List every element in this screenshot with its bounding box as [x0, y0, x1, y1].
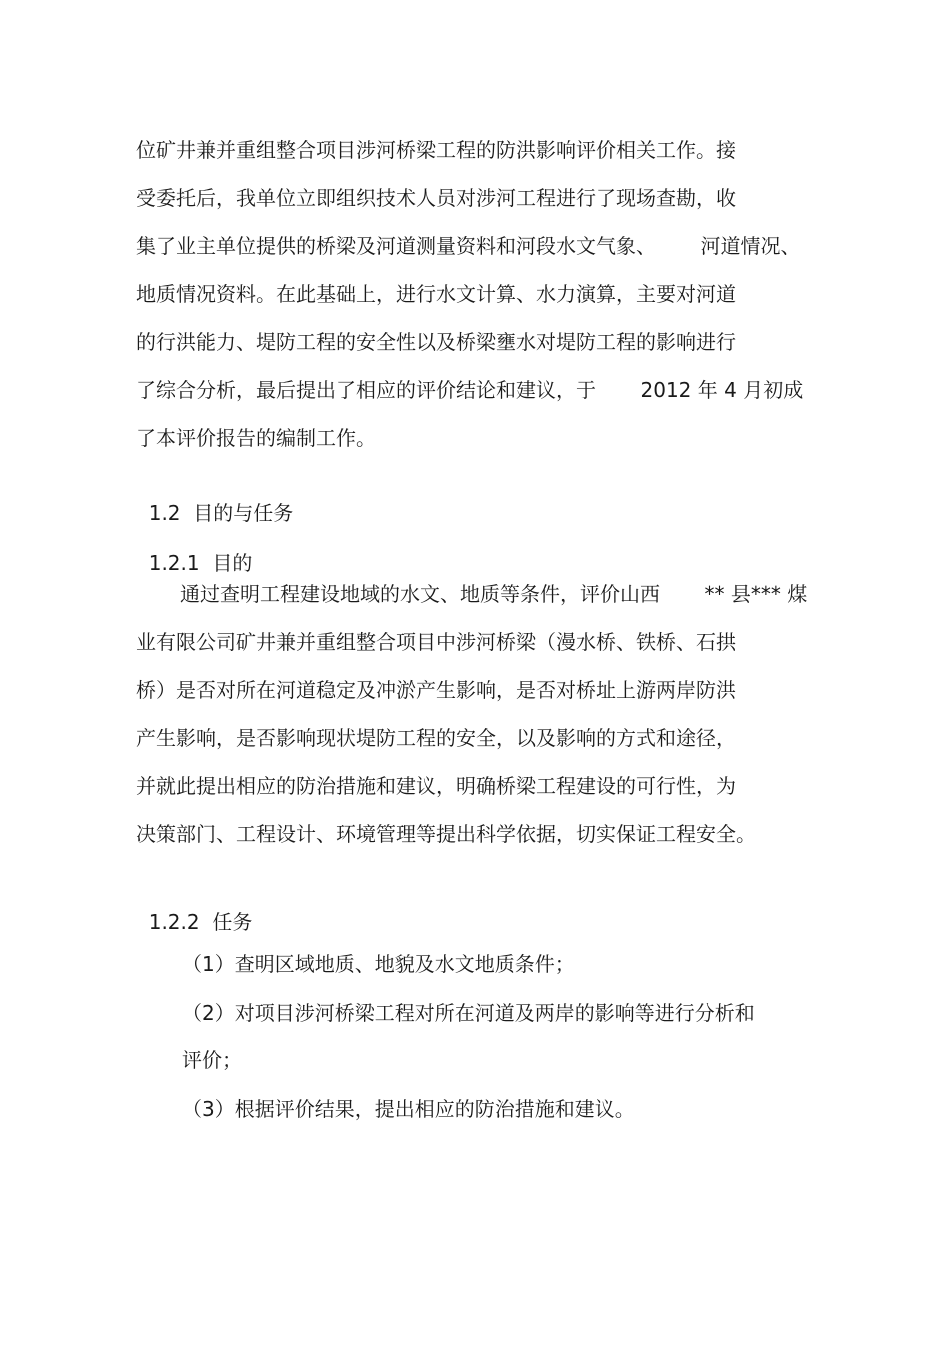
section-heading-1-2-2 — [136, 886, 252, 934]
list-item: （1）查明区域地质、地貌及水文地质条件； — [182, 952, 575, 976]
section-title: 任务 — [212, 910, 253, 934]
section-title: 目的 — [212, 551, 253, 575]
text-line: 了综合分析，最后提出了相应的评价结论和建议，于 2012 年 4 月初成 — [136, 378, 804, 402]
text-line: 集了业主单位提供的桥梁及河道测量资料和河段水文气象、 河道情况、 — [136, 234, 801, 258]
text-line: 决策部门、工程设计、环境管理等提出科学依据，切实保证工程安全。 — [136, 822, 756, 846]
section-number: 1.2 — [148, 501, 181, 525]
text-line: 桥）是否对所在河道稳定及冲淤产生影响，是否对桥址上游两岸防洪 — [136, 678, 736, 702]
section-heading-1-2-1 — [136, 527, 252, 575]
text-line: 受委托后，我单位立即组织技术人员对涉河工程进行了现场查勘，收 — [136, 186, 736, 210]
section-heading-1-2 — [136, 477, 293, 525]
text-line: 位矿井兼并重组整合项目涉河桥梁工程的防洪影响评价相关工作。接 — [136, 138, 736, 162]
section-title: 目的与任务 — [193, 501, 294, 525]
list-item: 评价； — [182, 1048, 242, 1072]
text-line: 地质情况资料。在此基础上，进行水文计算、水力演算，主要对河道 — [136, 282, 736, 306]
text-line: 通过查明工程建设地域的水文、地质等条件，评价山西 ** 县*** 煤 — [180, 582, 808, 606]
list-item: （3）根据评价结果，提出相应的防治措施和建议。 — [182, 1097, 635, 1121]
text-line: 的行洪能力、堤防工程的安全性以及桥梁壅水对堤防工程的影响进行 — [136, 330, 736, 354]
text-line: 了本评价报告的编制工作。 — [136, 426, 376, 450]
text-line: 并就此提出相应的防治措施和建议，明确桥梁工程建设的可行性，为 — [136, 774, 736, 798]
list-item: （2）对项目涉河桥梁工程对所在河道及两岸的影响等进行分析和 — [182, 1001, 755, 1025]
section-number: 1.2.2 — [148, 910, 200, 934]
text-line: 业有限公司矿井兼并重组整合项目中涉河桥梁（漫水桥、铁桥、石拱 — [136, 630, 736, 654]
text-line: 产生影响，是否影响现状堤防工程的安全，以及影响的方式和途径， — [136, 726, 736, 750]
section-number: 1.2.1 — [148, 551, 200, 575]
